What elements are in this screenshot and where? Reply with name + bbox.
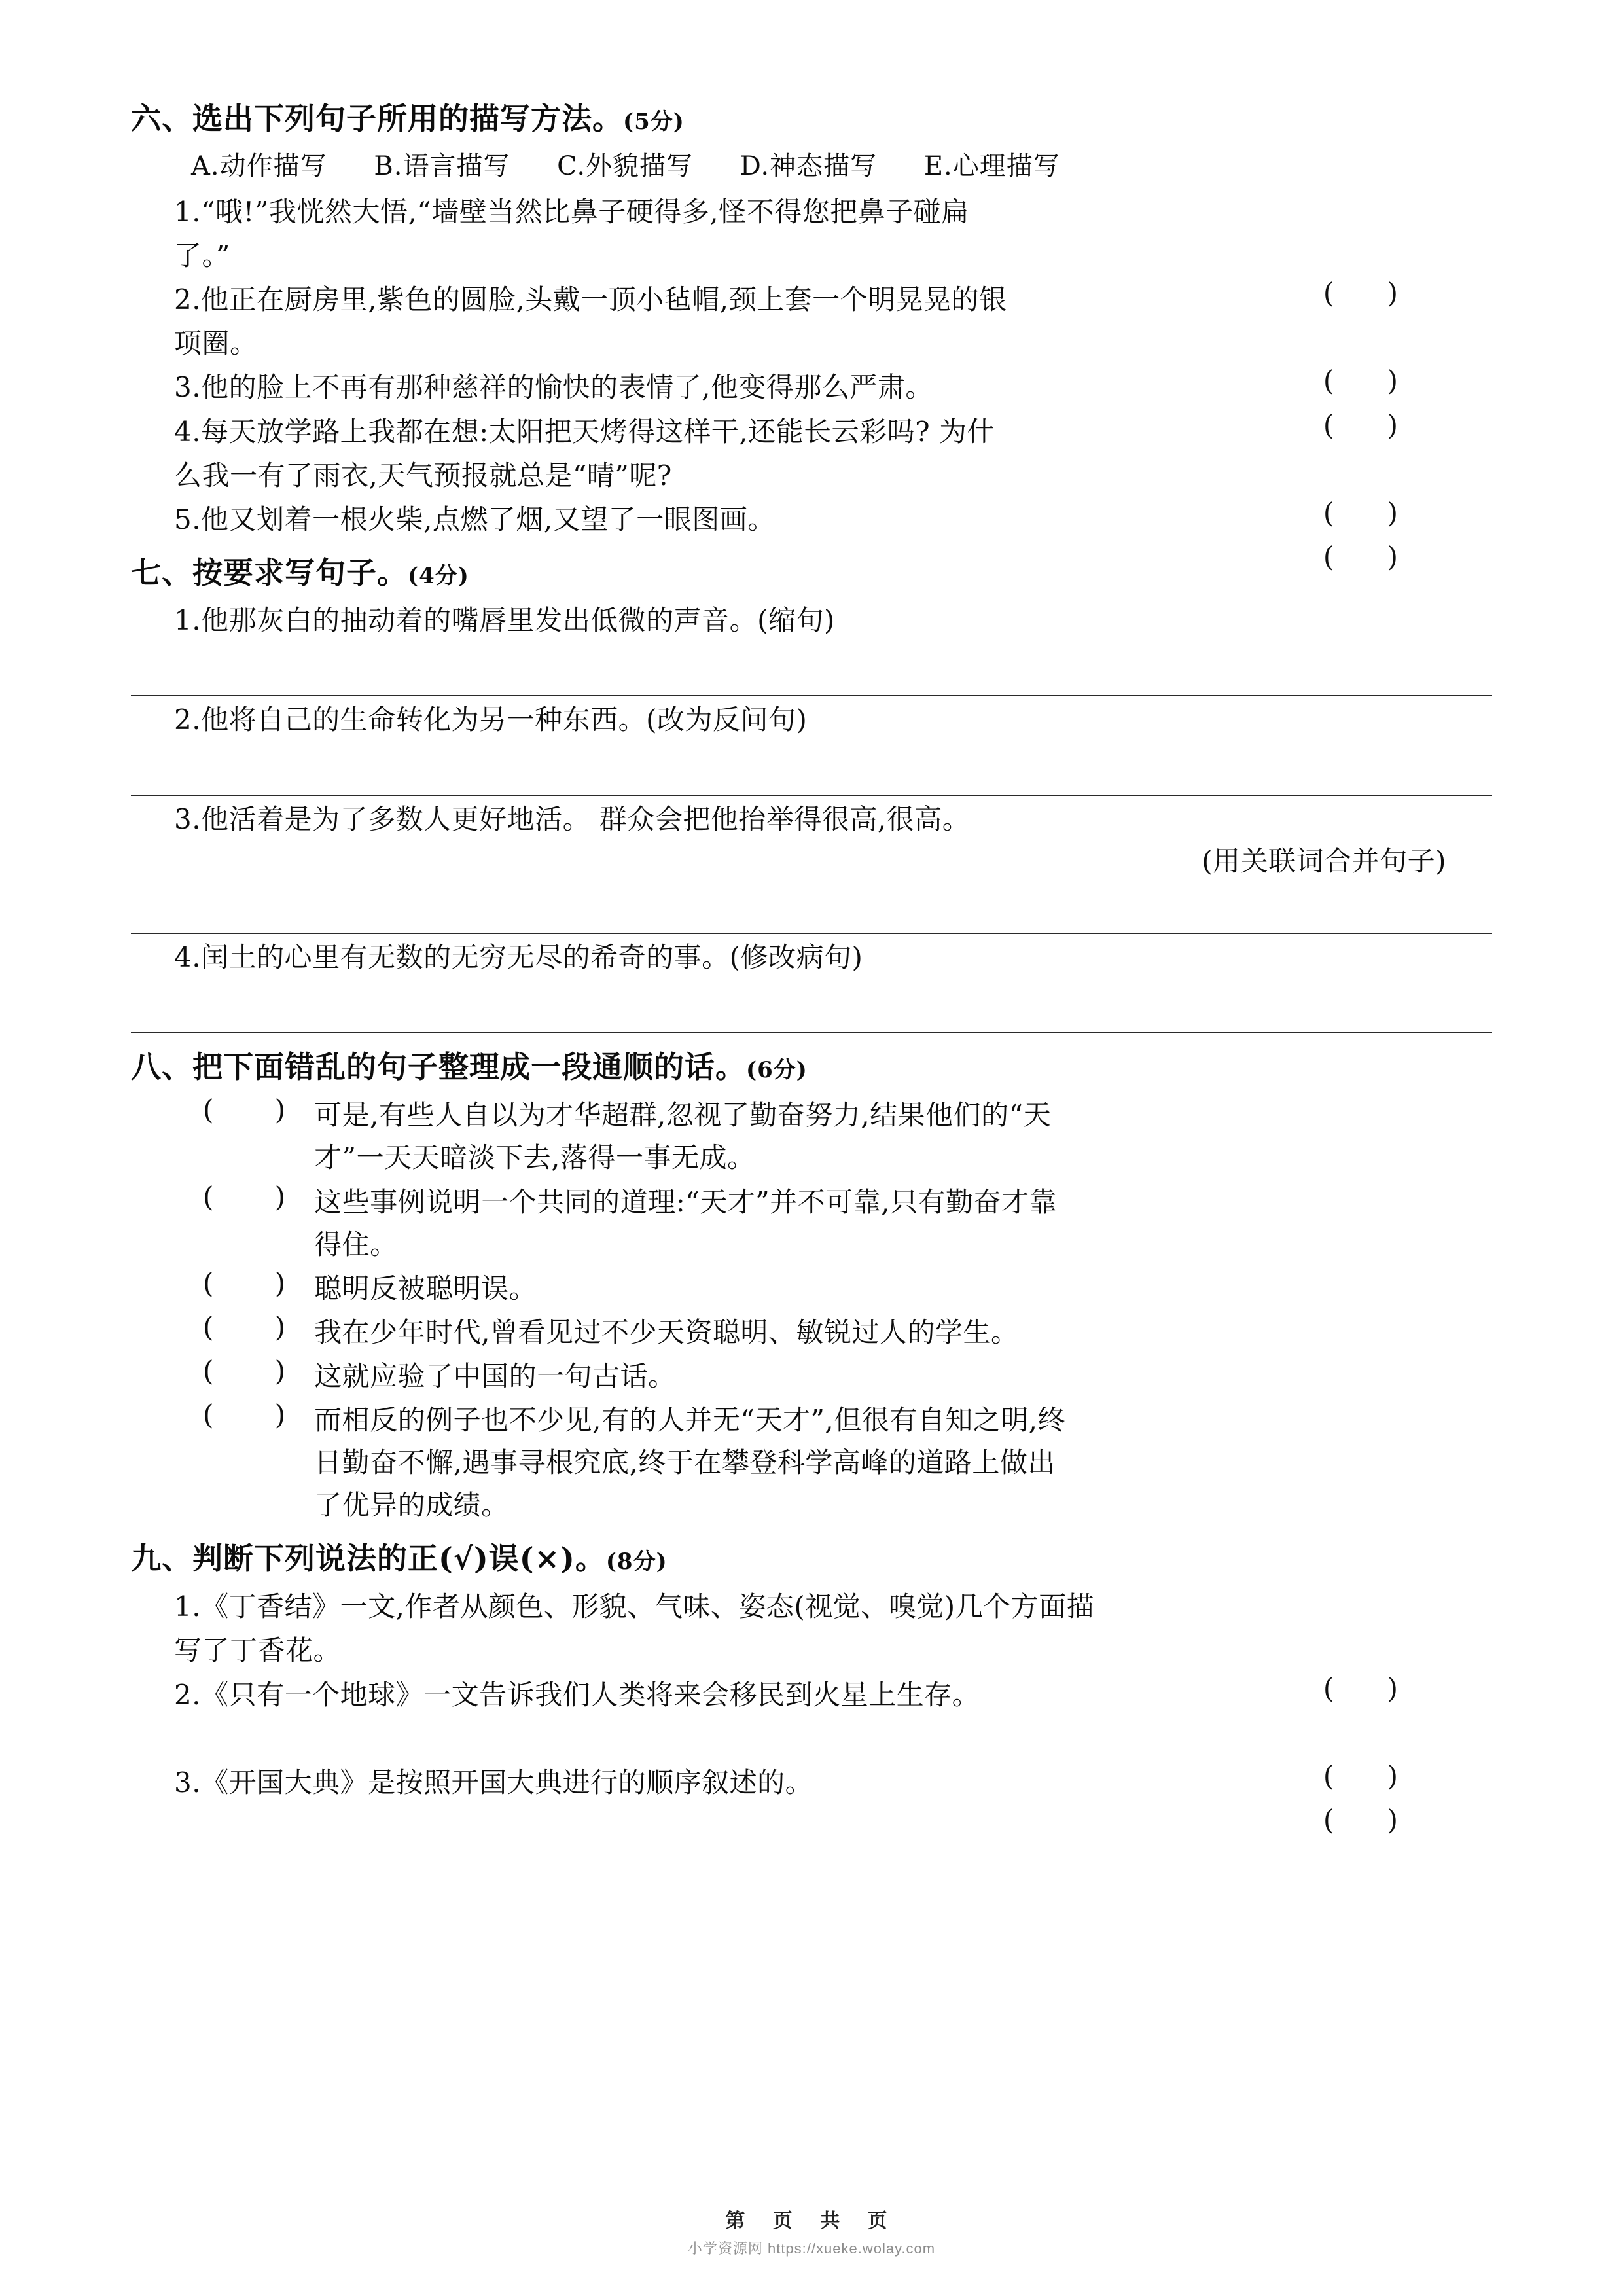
section-8-heading <box>131 1047 1492 1087</box>
section-9-heading <box>131 1538 1492 1579</box>
page-footer: 第 页 共 页 <box>725 2210 898 2233</box>
section-9-title: 九、判断下列说法的正(√)误(×)。 <box>131 1541 606 1577</box>
order-bracket[interactable]: ( ) <box>203 1094 312 1126</box>
ordering-item-text <box>314 1094 1492 1179</box>
section-6-score: (5分) <box>623 109 685 135</box>
section-8-title: 八、把下面错乱的句子整理成一段通顺的话。 <box>131 1049 746 1085</box>
answer-bracket[interactable]: ( ) <box>1323 1759 1420 1792</box>
section-6-title: 六、选出下列句子所用的描写方法。 <box>131 101 623 136</box>
answer-bracket[interactable]: ( ) <box>1323 496 1420 529</box>
question-text-line: 了。” <box>174 240 230 272</box>
ordering-line: 可是,有些人自以为才华超群,忽视了勤奋努力,结果他们的“天 <box>314 1099 1052 1132</box>
question-item <box>131 410 1492 453</box>
judgement-text-line: 2.《只有一个地球》一文告诉我们人类将来会移民到火星上生存。 <box>174 1678 980 1711</box>
section-7-item-3: 3.他活着是为了多数人更好地活。 群众会把他抬举得很高,很高。 <box>174 802 971 835</box>
question-text-line: 么我一有了雨衣,天气预报就总是“晴”呢? <box>174 459 672 492</box>
ordering-item <box>131 1094 1492 1179</box>
judgement-text-line: 写了丁香花。 <box>174 1634 342 1667</box>
ordering-item <box>131 1311 1492 1354</box>
option-e: E.心理描写 <box>923 151 1060 182</box>
question-text-line: 3.他的脸上不再有那种慈祥的愉快的表情了,他变得那么严肃。 <box>174 371 933 404</box>
ordering-item <box>131 1355 1492 1397</box>
question-text-line: 1.“哦!”我恍然大悟,“墙壁当然比鼻子硬得多,怪不得您把鼻子碰扁 <box>174 196 969 228</box>
answer-bracket[interactable]: ( ) <box>1323 408 1420 441</box>
ordering-line: 这就应验了中国的一句古话。 <box>314 1359 676 1392</box>
ordering-item <box>131 1267 1492 1310</box>
section-7-item-4: 4.闰土的心里有无数的无穷无尽的希奇的事。(修改病句) <box>174 941 863 974</box>
ordering-item-text <box>314 1399 1492 1526</box>
option-b: B.语言描写 <box>374 151 510 182</box>
question-text-line: 项圈。 <box>174 327 258 360</box>
order-bracket[interactable]: ( ) <box>203 1354 312 1387</box>
ordering-item-text <box>314 1181 1492 1266</box>
ordering-line: 我在少年时代,曾看见过不少天资聪明、敏锐过人的学生。 <box>314 1316 1019 1348</box>
section-9-score: (8分) <box>605 1549 668 1575</box>
ordering-line: 聪明反被聪明误。 <box>314 1272 537 1304</box>
ordering-line: 才”一天天暗淡下去,落得一事无成。 <box>314 1141 755 1174</box>
judgement-item <box>131 1761 1492 1836</box>
judgement-item <box>131 1674 1492 1716</box>
judgement-item <box>131 1585 1492 1628</box>
answer-bracket[interactable]: ( ) <box>1323 365 1420 397</box>
exam-sheet <box>131 98 1492 1836</box>
section-6-heading <box>131 98 1492 139</box>
ordering-item-text <box>314 1311 1492 1354</box>
ordering-item-text <box>314 1355 1492 1397</box>
ordering-item <box>131 1181 1492 1266</box>
section-7-item-3-note: (用关联词合并句子) <box>1202 845 1446 878</box>
answer-bracket[interactable]: ( ) <box>1323 1672 1420 1704</box>
order-bracket[interactable]: ( ) <box>203 1180 312 1213</box>
ordering-line: 了优异的成绩。 <box>314 1489 509 1522</box>
answer-writing-line[interactable] <box>131 644 1492 696</box>
option-c: C.外貌描写 <box>557 151 694 182</box>
section-7-heading <box>131 552 1492 593</box>
ordering-line: 而相反的例子也不少见,有的人并无“天才”,但很有自知之明,终 <box>314 1404 1066 1436</box>
section-7-title: 七、按要求写句子。 <box>131 554 408 590</box>
section-8-score: (6分) <box>746 1057 808 1084</box>
answer-bracket[interactable]: ( ) <box>1323 1803 1420 1836</box>
question-text-line: 5.他又划着一根火柴,点燃了烟,又望了一眼图画。 <box>174 503 776 535</box>
ordering-line: 日勤奋不懈,遇事寻根究底,终于在攀登科学高峰的道路上做出 <box>314 1446 1056 1479</box>
watermark: 小学资源网 https://xueke.wolay.com <box>687 2240 936 2257</box>
section-7-score: (4分) <box>408 562 469 589</box>
ordering-line: 得住。 <box>314 1228 398 1261</box>
judgement-text-line: 1.《丁香结》一文,作者从颜色、形貌、气味、姿态(视觉、嗅觉)几个方面描 <box>174 1590 1095 1623</box>
judgement-text-line: 3.《开国大典》是按照开国大典进行的顺序叙述的。 <box>174 1766 813 1799</box>
question-item <box>131 190 1492 233</box>
answer-bracket[interactable]: ( ) <box>1323 540 1420 573</box>
answer-writing-line[interactable] <box>131 981 1492 1033</box>
option-d: D.神态描写 <box>740 151 878 182</box>
section-6-options <box>191 145 1492 183</box>
section-7-item-2: 2.他将自己的生命转化为另一种东西。(改为反问句) <box>174 703 808 736</box>
section-7-item-1: 1.他那灰白的抽动着的嘴唇里发出低微的声音。(缩句) <box>174 603 835 636</box>
ordering-line: 这些事例说明一个共同的道理:“天才”并不可靠,只有勤奋才靠 <box>314 1185 1058 1218</box>
order-bracket[interactable]: ( ) <box>203 1310 312 1343</box>
question-text-line: 4.每天放学路上我都在想:太阳把天烤得这样干,还能长云彩吗? 为什 <box>174 415 995 448</box>
order-bracket[interactable]: ( ) <box>203 1266 312 1299</box>
ordering-item-text <box>314 1267 1492 1310</box>
answer-writing-line[interactable] <box>131 744 1492 796</box>
answer-bracket[interactable]: ( ) <box>1323 277 1420 310</box>
answer-writing-line[interactable] <box>131 882 1492 934</box>
order-bracket[interactable]: ( ) <box>203 1399 312 1431</box>
question-text-line: 2.他正在厨房里,紫色的圆脸,头戴一顶小毡帽,颈上套一个明晃晃的银 <box>174 283 1007 316</box>
question-item <box>131 278 1492 321</box>
option-a: A.动作描写 <box>191 151 327 182</box>
ordering-item <box>131 1399 1492 1526</box>
